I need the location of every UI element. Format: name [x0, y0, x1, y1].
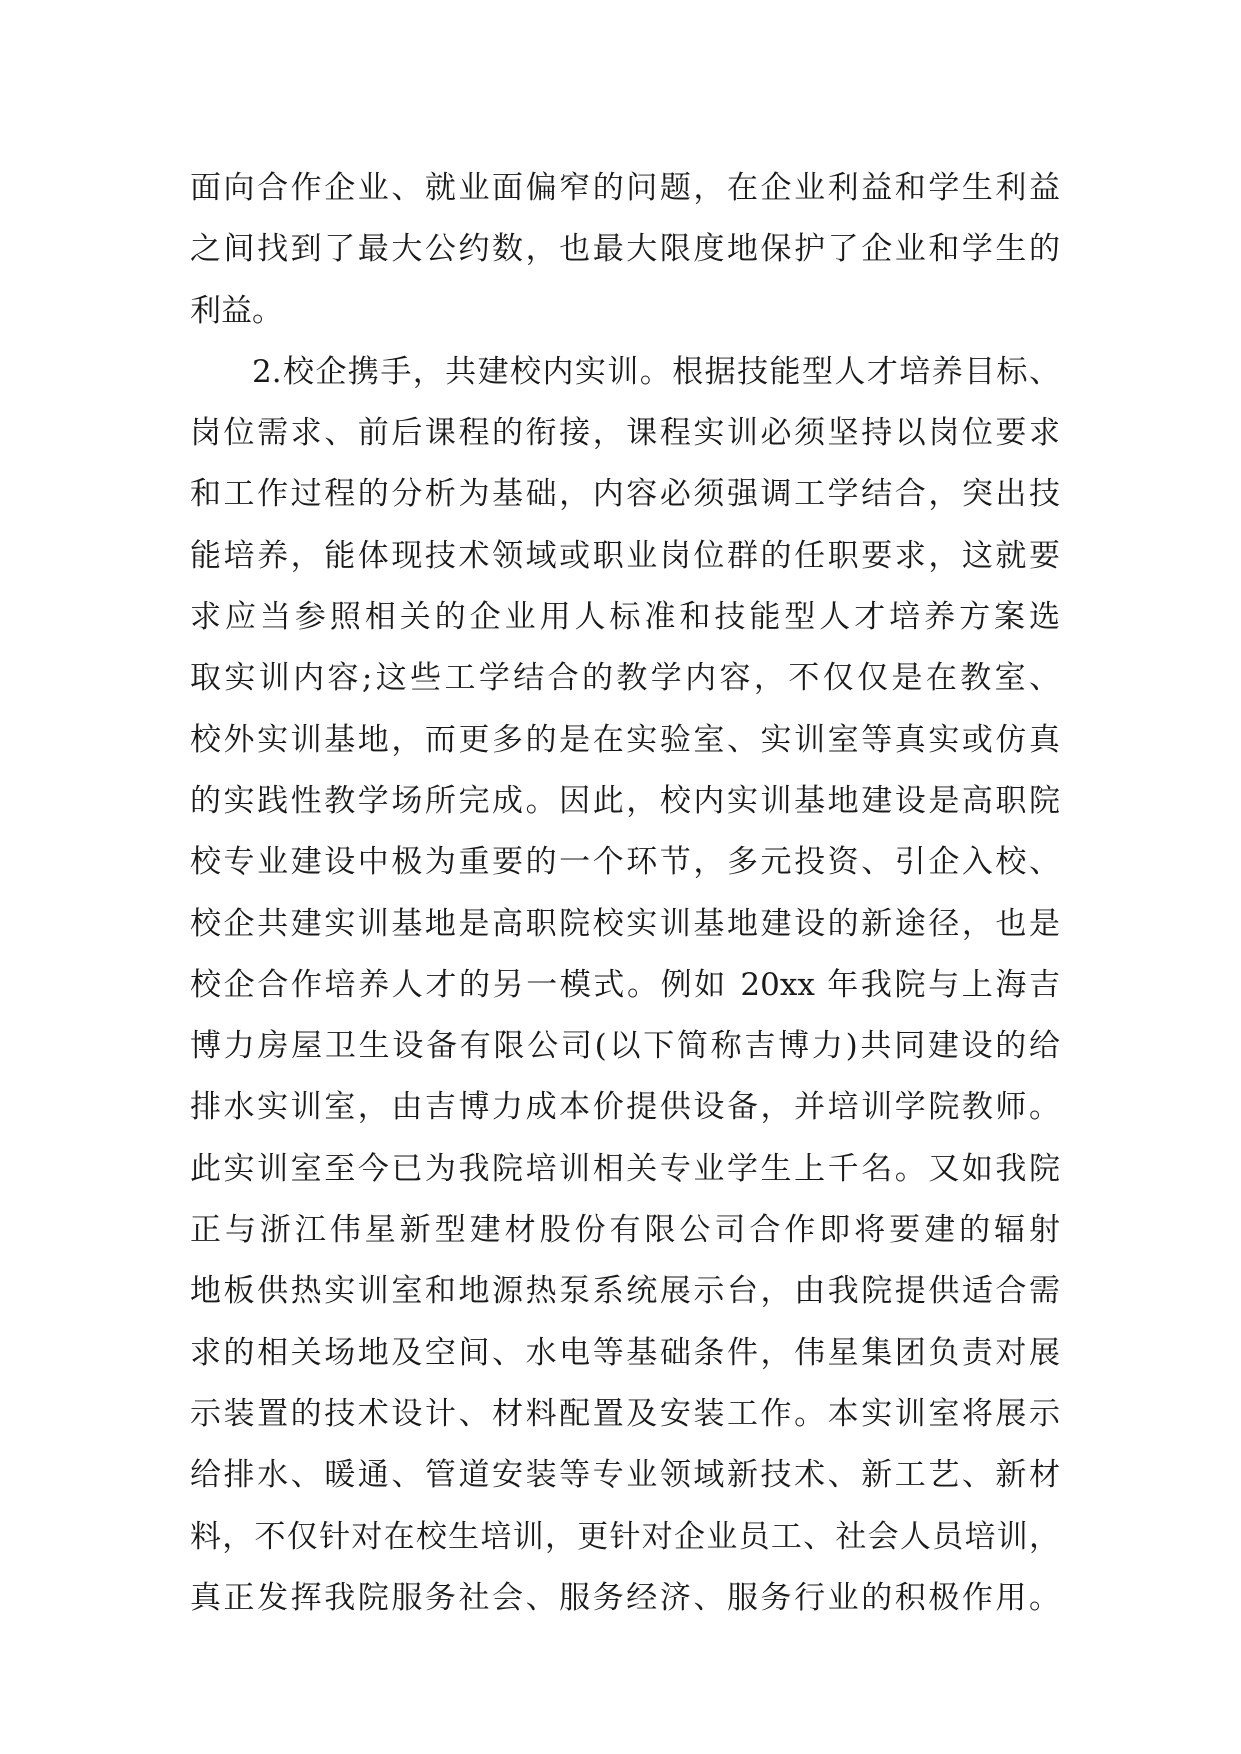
text-line: 和工作过程的分析为基础，内容必须强调工学结合，突出技 — [190, 476, 1060, 513]
text-line: 排水实训室，由吉博力成本价提供设备，并培训学院教师。 — [190, 1089, 1060, 1126]
text-line: 校企共建实训基地是高职院校实训基地建设的新途径，也是 — [190, 905, 1060, 942]
text-line: 校企合作培养人才的另一模式。例如 20xx 年我院与上海吉 — [190, 966, 1060, 1003]
text-line: 校专业建设中极为重要的一个环节，多元投资、引企入校、 — [190, 844, 1060, 881]
text-line: 给排水、暖通、管道安装等专业领域新技术、新工艺、新材 — [190, 1457, 1060, 1494]
body-text — [190, 158, 1060, 1629]
text-line: 之间找到了最大公约数，也最大限度地保护了企业和学生的 — [190, 231, 1060, 268]
text-line: 岗位需求、前后课程的衔接，课程实训必须坚持以岗位要求 — [190, 415, 1060, 452]
text-line: 料，不仅针对在校生培训，更针对企业员工、社会人员培训， — [190, 1518, 1060, 1555]
text-line: 面向合作企业、就业面偏窄的问题，在企业利益和学生利益 — [190, 170, 1060, 206]
text-line: 真正发挥我院服务社会、服务经济、服务行业的积极作用。 — [190, 1579, 1060, 1616]
text-line: 能培养，能体现技术领域或职业岗位群的任职要求，这就要 — [190, 537, 1060, 574]
text-line: 地板供热实训室和地源热泵系统展示台，由我院提供适合需 — [190, 1273, 1060, 1310]
text-line: 校外实训基地，而更多的是在实验室、实训室等真实或仿真 — [190, 721, 1060, 758]
text-line: 此实训室至今已为我院培训相关专业学生上千名。又如我院 — [190, 1150, 1060, 1187]
text-line: 博力房屋卫生设备有限公司(以下简称吉博力)共同建设的给 — [190, 1028, 1060, 1065]
text-line: 的实践性教学场所完成。因此，校内实训基地建设是高职院 — [190, 782, 1060, 819]
text-line: 示装置的技术设计、材料配置及安装工作。本实训室将展示 — [190, 1395, 1060, 1432]
text-line: 求的相关场地及空间、水电等基础条件，伟星集团负责对展 — [190, 1334, 1060, 1371]
text-line: 2.校企携手，共建校内实训。根据技能型人才培养目标、 — [252, 353, 1060, 390]
text-line: 正与浙江伟星新型建材股份有限公司合作即将要建的辐射 — [190, 1212, 1060, 1249]
text-line: 求应当参照相关的企业用人标准和技能型人才培养方案选 — [190, 599, 1060, 636]
text-line: 取实训内容;这些工学结合的教学内容，不仅仅是在教室、 — [190, 660, 1060, 697]
text-line: 利益。 — [190, 292, 283, 329]
